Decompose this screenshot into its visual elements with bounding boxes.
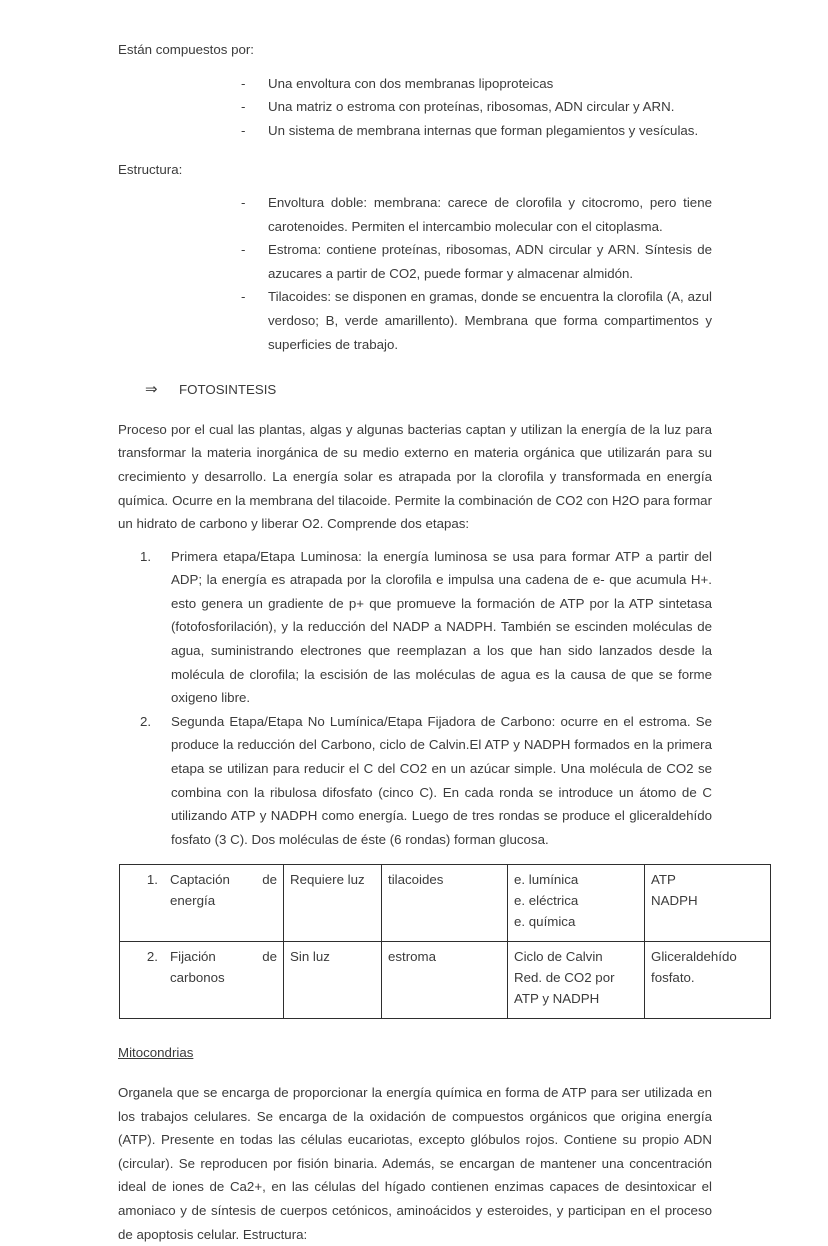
table-cell-products xyxy=(645,865,771,942)
list-item-text: Envoltura doble: membrana: carece de clorofila y citocromo, pero tiene carotenoides. Permiten el intercambio molecular con el citoplasma. xyxy=(268,194,712,234)
table-cell-line: NADPH xyxy=(651,893,698,909)
table-cell-line: Gliceraldehído xyxy=(651,949,737,965)
table-cell-line: Ciclo de Calvin xyxy=(514,949,603,965)
list-item-text: Una envoltura con dos membranas lipoproteicas xyxy=(268,75,554,91)
list-item-number: 2. xyxy=(140,713,152,729)
intro-label: Están compuestos por: xyxy=(118,42,254,57)
table-cell-line: e. eléctrica xyxy=(514,893,579,909)
table-cell-line: ATP xyxy=(651,872,676,888)
list-item xyxy=(241,119,712,143)
dash-marker-icon: - xyxy=(241,75,246,91)
table-cell-location: estroma xyxy=(382,942,508,1019)
table-cell-stage-name xyxy=(120,865,284,942)
dash-marker-icon: - xyxy=(241,194,246,210)
table-cell-number: 2. xyxy=(146,949,158,965)
list-item xyxy=(241,238,712,285)
photosynthesis-heading-title: FOTOSINTESIS xyxy=(179,382,277,398)
list-item xyxy=(241,285,712,356)
table-cell-number-text: Captación de energía xyxy=(170,872,277,909)
structure-list xyxy=(241,191,712,356)
list-item xyxy=(140,710,712,852)
table-cell-location: tilacoides xyxy=(382,865,508,942)
list-item-text: Estroma: contiene proteínas, ribosomas, ADN circular y ARN. Síntesis de azucares a partir de CO2, puede formar y almacenar almidón. xyxy=(268,242,712,281)
table-cell-process xyxy=(508,865,645,942)
list-item-text: Una matriz o estroma con proteínas, ribosomas, ADN circular y ARN. xyxy=(268,99,675,115)
dash-marker-icon: - xyxy=(241,289,246,305)
table-row xyxy=(120,942,771,1019)
table-cell-line: e. química xyxy=(514,914,576,930)
table-cell-number-text: Fijación de carbonos xyxy=(170,949,277,986)
table-cell-light: Requiere luz xyxy=(284,865,382,942)
photosynthesis-stages-table xyxy=(119,864,771,1019)
photosynthesis-paragraph: Proceso por el cual las plantas, algas y algunas bacterias captan y utilizan la energía de la luz para transformar la materia inorgánica de su medio externo en materia orgánica que utilizarán para su crecimiento y desarrollo. La energía solar es atrapada por la clorofila y transformada en energía química. Ocurre en la membrana del tilacoide. Permite la combinación de CO2 con H2O para formar un hidrato de carbono y liberar O2. Comprende dos etapas: xyxy=(118,421,712,532)
dash-marker-icon: - xyxy=(241,242,246,258)
photosynthesis-stages-table-wrap xyxy=(119,864,737,1019)
list-item-text: Tilacoides: se disponen en gramas, donde se encuentra la clorofila (A, azul verdoso; B, verde amarillento). Membrana que forma compartimentos y superficies de trabajo. xyxy=(268,289,712,352)
table-cell-stage-name xyxy=(120,942,284,1019)
mitochondria-heading-wrap xyxy=(118,1041,712,1065)
table-cell-process xyxy=(508,942,645,1019)
list-item xyxy=(140,545,712,710)
list-item xyxy=(241,191,712,238)
table-cell-products xyxy=(645,942,771,1019)
list-item xyxy=(241,95,712,119)
table-row xyxy=(120,865,771,942)
table-cell-line: e. lumínica xyxy=(514,872,579,888)
double-arrow-right-icon: ⇒ xyxy=(145,381,158,399)
photosynthesis-heading xyxy=(145,378,712,402)
list-item-text: Un sistema de membrana internas que forman plegamientos y vesículas. xyxy=(268,122,699,138)
table-cell-line: fosfato. xyxy=(651,970,695,986)
mitochondria-paragraph: Organela que se encarga de proporcionar la energía química en forma de ATP para ser utilizada en los trabajos celulares. Se encarga de la oxidación de compuestos orgánicos que origina energía (ATP). Presente en todas las células eucariotas, excepto glóbulos rojos. Contiene su propio ADN (circular). Se reproducen por fisión binaria. Además, se encargan de mantener una concentración ideal de iones de Ca2+, en las células del hígado contienen enzimas capaces de desintoxicar el amoniaco y de síntesis de cuerpos cetónicos, aminoácidos y esteroides, y participan en el proceso de apoptosis celular. Estructura: xyxy=(118,1085,712,1242)
table-cell-line: ATP y NADPH xyxy=(514,991,600,1007)
table-cell-line: Red. de CO2 por xyxy=(514,970,615,986)
table-cell-number: 1. xyxy=(146,872,158,888)
list-item-number: 1. xyxy=(140,548,152,564)
dash-marker-icon: - xyxy=(241,122,246,138)
list-item xyxy=(241,72,712,96)
table-cell-light: Sin luz xyxy=(284,942,382,1019)
document-content xyxy=(118,38,737,1246)
dash-marker-icon: - xyxy=(241,99,246,115)
composition-list xyxy=(241,72,712,143)
list-item-text: Primera etapa/Etapa Luminosa: la energía luminosa se usa para formar ATP a partir del ADP; la energía es atrapada por la clorofila e impulsa una cadena de e- que acumula H+. esto genera un gradiente de p+ que promueve la formación de ATP por la ATP sintetasa (fotofosforilación), y la reducción del NADP a NADPH. También se escinden moléculas de agua, suministrando electrones que reemplazan a los que han sido lanzados desde la molécula de clorofila; la escisión de las moléculas de agua es la causa de que se forme oxigeno libre. xyxy=(171,548,712,706)
mitochondria-heading: Mitocondrias xyxy=(118,1045,194,1061)
list-item-text: Segunda Etapa/Etapa No Lumínica/Etapa Fijadora de Carbono: ocurre en el estroma. Se produce la reducción del Carbono, ciclo de Calvin.El ATP y NADPH formados en la primera etapa se utilizan para reducir el C del CO2 en un azúcar simple. Una molécula de CO2 se combina con la ribulosa difosfato (cinco C). En cada ronda se introduce un átomo de C utilizando ATP y NADPH como energía. Luego de tres rondas se produce el gliceraldehído fosfato (3 C). Dos moléculas de éste (6 rondas) forman glucosa. xyxy=(171,713,712,847)
stages-list xyxy=(140,545,712,852)
structure-label: Estructura: xyxy=(118,162,183,178)
